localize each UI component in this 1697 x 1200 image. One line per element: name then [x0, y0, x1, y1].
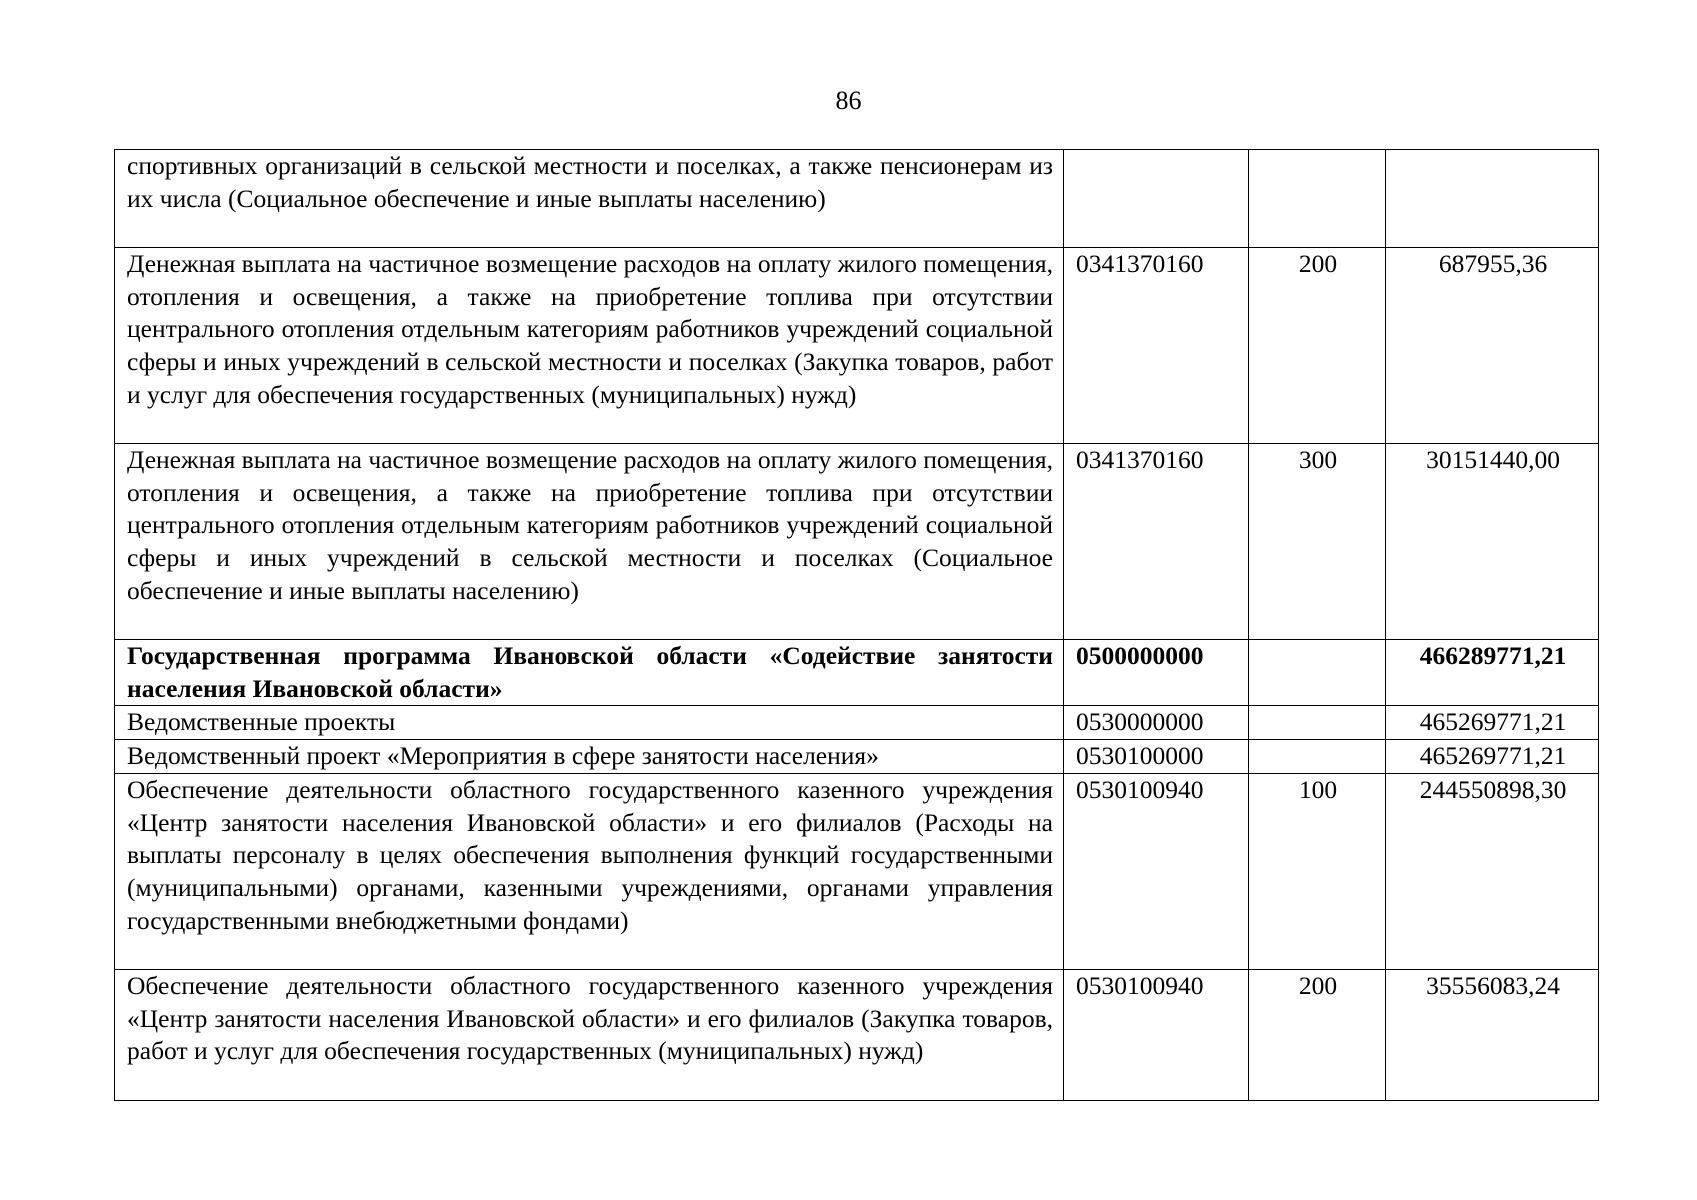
row-type-cell	[1249, 640, 1386, 706]
table-row	[115, 740, 1599, 774]
row-name-cell: Обеспечение деятельности областного государственного казенного учреждения «Центр занятости населения Ивановской области» и его филиалов (Закупка товаров, работ и услуг для обеспечения государственных (муниципальных) нужд)	[115, 969, 1064, 1100]
row-code-cell: 0530100940	[1064, 969, 1249, 1100]
row-sum-cell: 30151440,00	[1386, 444, 1599, 640]
row-name-cell: Ведомственный проект «Мероприятия в сфере занятости населения»	[115, 740, 1064, 774]
budget-table	[114, 149, 1599, 1101]
table-row	[115, 640, 1599, 706]
row-sum-cell: 244550898,30	[1386, 773, 1599, 969]
row-sum-cell: 466289771,21	[1386, 640, 1599, 706]
row-sum-cell	[1386, 150, 1599, 248]
row-code-cell: 0530100940	[1064, 773, 1249, 969]
table-row	[115, 248, 1599, 444]
row-type-cell	[1249, 740, 1386, 774]
row-type-cell: 200	[1249, 969, 1386, 1100]
row-code-cell: 0500000000	[1064, 640, 1249, 706]
row-sum-cell: 465269771,21	[1386, 740, 1599, 774]
table-row	[115, 773, 1599, 969]
table-row	[115, 444, 1599, 640]
row-name-cell: Денежная выплата на частичное возмещение расходов на оплату жилого помещения, отопления и освещения, а также на приобретение топлива при отсутствии центрального отопления отдельным категориям работников учреждений социальной сферы и иных учреждений в сельской местности и поселках (Социальное обеспечение и иные выплаты населению)	[115, 444, 1064, 640]
row-code-cell	[1064, 150, 1249, 248]
row-name-cell: спортивных организаций в сельской местности и поселках, а также пенсионерам из их числа (Социальное обеспечение и иные выплаты населению)	[115, 150, 1064, 248]
row-type-cell: 200	[1249, 248, 1386, 444]
row-name-cell: Государственная программа Ивановской области «Содействие занятости населения Ивановской области»	[115, 640, 1064, 706]
row-sum-cell: 465269771,21	[1386, 706, 1599, 740]
row-code-cell: 0530000000	[1064, 706, 1249, 740]
row-name-cell: Обеспечение деятельности областного государственного казенного учреждения «Центр занятости населения Ивановской области» и его филиалов (Расходы на выплаты персоналу в целях обеспечения выполнения функций государственными (муниципальными) органами, казенными учреждениями, органами управления государственными внебюджетными фондами)	[115, 773, 1064, 969]
row-name-cell: Денежная выплата на частичное возмещение расходов на оплату жилого помещения, отопления и освещения, а также на приобретение топлива при отсутствии центрального отопления отдельным категориям работников учреждений социальной сферы и иных учреждений в сельской местности и поселках (Закупка товаров, работ и услуг для обеспечения государственных (муниципальных) нужд)	[115, 248, 1064, 444]
row-type-cell: 300	[1249, 444, 1386, 640]
table-row	[115, 706, 1599, 740]
row-code-cell: 0341370160	[1064, 248, 1249, 444]
table-row	[115, 969, 1599, 1100]
row-type-cell	[1249, 706, 1386, 740]
row-type-cell	[1249, 150, 1386, 248]
row-sum-cell: 687955,36	[1386, 248, 1599, 444]
row-type-cell: 100	[1249, 773, 1386, 969]
table-row	[115, 150, 1599, 248]
row-name-cell: Ведомственные проекты	[115, 706, 1064, 740]
page-number: 86	[835, 86, 862, 115]
row-code-cell: 0530100000	[1064, 740, 1249, 774]
row-sum-cell: 35556083,24	[1386, 969, 1599, 1100]
row-code-cell: 0341370160	[1064, 444, 1249, 640]
